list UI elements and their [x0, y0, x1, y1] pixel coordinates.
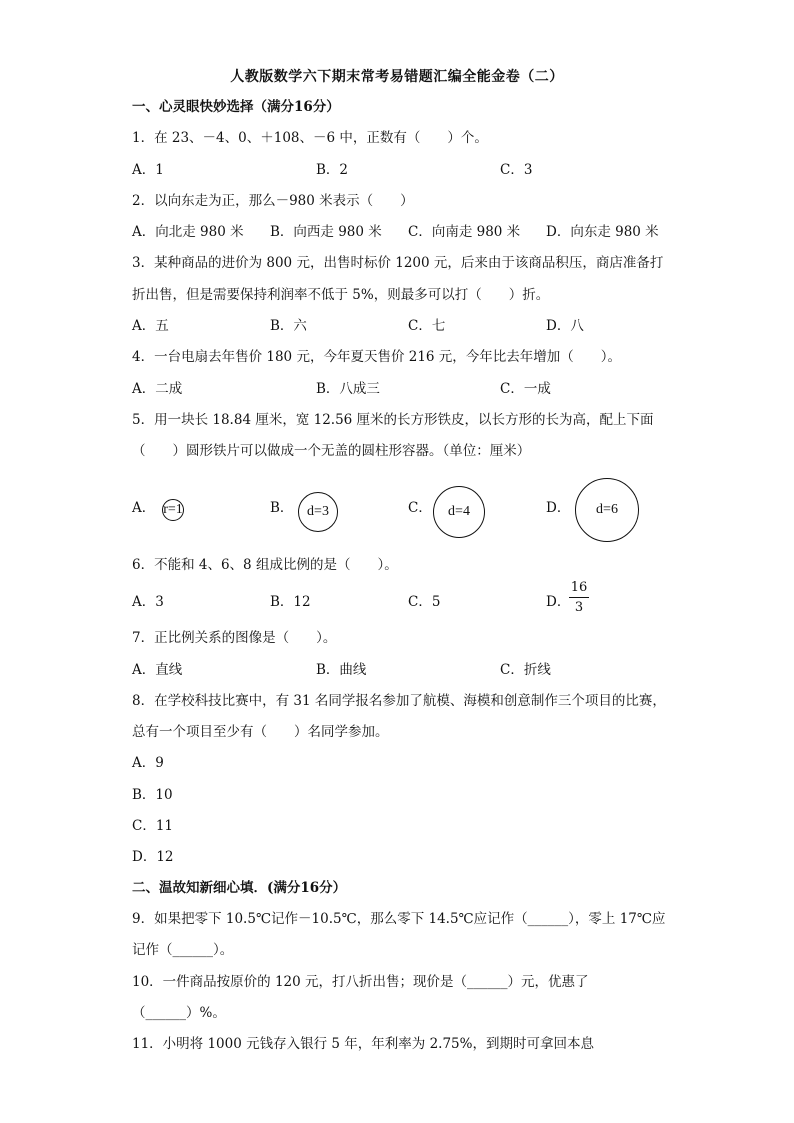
- q5-circle-d: [575, 478, 639, 542]
- q3-option-b: B．六: [270, 318, 307, 334]
- fraction-bar: [569, 597, 589, 598]
- question-8-stem-line-2: 总有一个项目至少有（ ）名同学参加。: [132, 724, 389, 740]
- q3-option-d: D．八: [546, 318, 584, 334]
- question-10-line-2: （______）%。: [132, 1005, 226, 1021]
- q6-option-c: C．5: [408, 594, 441, 610]
- q6-fraction-denominator: 3: [574, 600, 584, 615]
- q1-option-a: A．1: [132, 162, 164, 178]
- question-8-stem-line-1: 8．在学校科技比赛中，有 31 名同学报名参加了航模、海模和创意制作三个项目的比赛，: [132, 693, 666, 709]
- question-3-stem-line-2: 折出售，但是需要保持利润率不低于 5%，则最多可以打（ ）折。: [132, 287, 550, 303]
- q4-option-a: A．二成: [132, 381, 183, 397]
- question-11-line-1: 11．小明将 1000 元钱存入银行 5 年，年利率为 2.75%，到期时可拿回本息: [132, 1036, 594, 1052]
- q7-option-c: C．折线: [500, 662, 551, 678]
- q8-option-a: A．9: [132, 755, 164, 771]
- q3-option-c: C．七: [408, 318, 446, 334]
- question-6-stem: 6．不能和 4、6、8 组成比例的是（ ）。: [132, 557, 398, 573]
- q2-option-b: B．向西走 980 米: [270, 224, 382, 240]
- q1-option-b: B．2: [316, 162, 349, 178]
- q5-circle-c-label: d=4: [448, 504, 470, 519]
- q2-option-d: D．向东走 980 米: [546, 224, 659, 240]
- q8-option-c: C．11: [132, 818, 174, 834]
- page-title: 人教版数学六下期末常考易错题汇编全能金卷（二）: [230, 69, 564, 85]
- question-5-stem-line-1: 5．用一块长 18.84 厘米，宽 12.56 厘米的长方形铁皮，以长方形的长为高，配上下面: [132, 412, 654, 428]
- question-9-line-1: 9．如果把零下 10.5℃记作－10.5℃，那么零下 14.5℃应记作（______），零上 17℃应: [132, 911, 666, 927]
- q7-option-b: B．曲线: [316, 662, 367, 678]
- q5-circle-b-label: d=3: [307, 504, 329, 519]
- q1-option-c: C．3: [500, 162, 533, 178]
- q8-option-d: D．12: [132, 849, 174, 865]
- question-2-stem: 2．以向东走为正，那么－980 米表示（ ）: [132, 193, 414, 209]
- q5-option-d: D．: [546, 500, 571, 516]
- q2-option-a: A．向北走 980 米: [132, 224, 244, 240]
- q5-circle-b: [298, 492, 338, 532]
- q6-fraction-numerator: 16: [570, 580, 588, 595]
- question-3-stem-line-1: 3．某种商品的进价为 800 元，出售时标价 1200 元，后来由于该商品积压，商店准备打: [132, 255, 664, 271]
- q2-option-c: C．向南走 980 米: [408, 224, 521, 240]
- q6-option-b: B．12: [270, 594, 311, 610]
- q8-option-b: B．10: [132, 787, 173, 803]
- q5-option-c: C．: [408, 500, 432, 516]
- q5-circle-c: [433, 486, 485, 538]
- section-1-heading: 一、心灵眼快妙选择（满分16分）: [132, 99, 340, 115]
- q5-circle-a-label: r=1: [163, 502, 183, 517]
- section-2-heading: 二、温故知新细心填．(满分16分）: [132, 880, 347, 896]
- q6-fraction: [569, 580, 589, 615]
- q3-option-a: A．五: [132, 318, 169, 334]
- question-4-stem: 4．一台电扇去年售价 180 元，今年夏天售价 216 元，今年比去年增加（ ）。: [132, 349, 622, 365]
- question-9-line-2: 记作（______）。: [132, 942, 234, 958]
- q5-circle-d-label: d=6: [596, 502, 618, 517]
- q5-option-b: B．: [270, 500, 294, 516]
- q5-option-a: A．: [132, 500, 156, 516]
- question-1-stem: 1．在 23、－4、0、＋108、－6 中，正数有（ ）个。: [132, 130, 488, 146]
- q6-option-a: A．3: [132, 594, 164, 610]
- q5-circle-a: [162, 499, 184, 521]
- q6-option-d: D．: [546, 594, 571, 610]
- q7-option-a: A．直线: [132, 662, 183, 678]
- question-5-stem-line-2: （ ）圆形铁片可以做成一个无盖的圆柱形容器。（单位：厘米）: [132, 443, 531, 459]
- question-7-stem: 7．正比例关系的图像是（ ）。: [132, 630, 337, 646]
- q4-option-c: C．一成: [500, 381, 551, 397]
- q4-option-b: B．八成三: [316, 381, 380, 397]
- question-10-line-1: 10．一件商品按原价的 120 元，打八折出售；现价是（______）元，优惠了: [132, 974, 589, 990]
